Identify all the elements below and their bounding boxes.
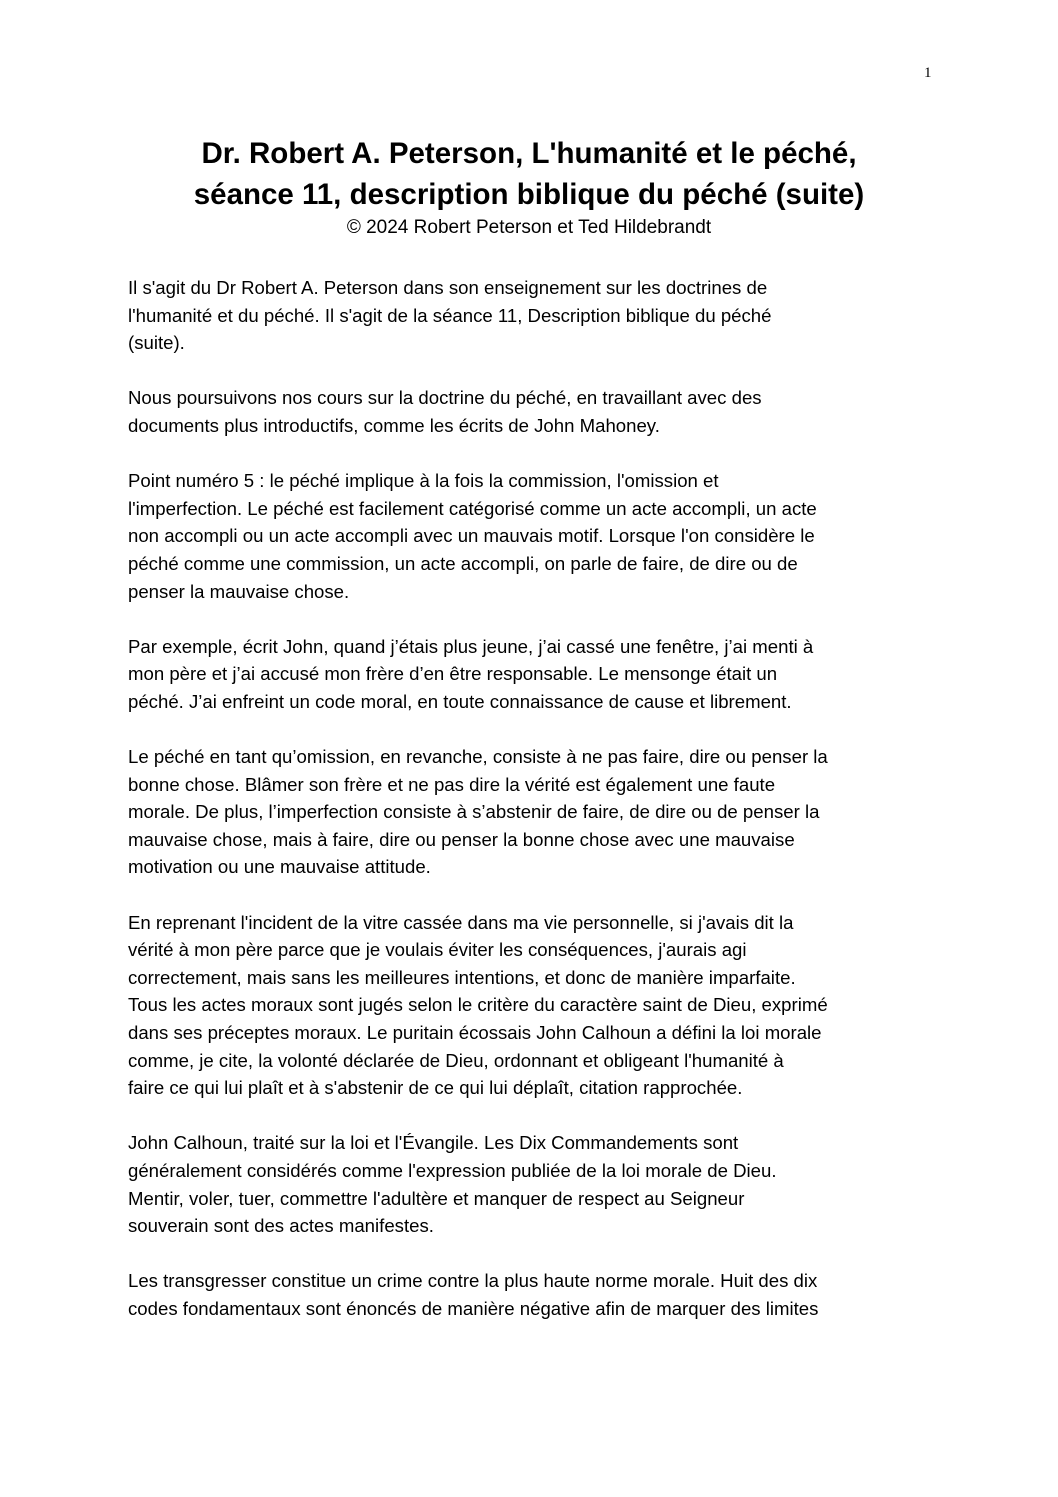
text-line: l'imperfection. Le péché est facilement catégorisé comme un acte accompli, un acte xyxy=(128,497,817,519)
text-line: comme, je cite, la volonté déclarée de Dieu, ordonnant et obligeant l'humanité à xyxy=(128,1049,784,1071)
text-line: penser la mauvaise chose. xyxy=(128,580,350,602)
text-line: documents plus introductifs, comme les écrits de John Mahoney. xyxy=(128,414,660,436)
text-line: généralement considérés comme l'expression publiée de la loi morale de Dieu. xyxy=(128,1160,777,1181)
paragraph-6 xyxy=(128,909,928,1102)
copyright-notice: © 2024 Robert Peterson et Ted Hildebrandt xyxy=(346,217,712,238)
paragraph-3 xyxy=(128,467,928,605)
document-title-block xyxy=(120,133,938,240)
text-line: (suite). xyxy=(128,332,185,354)
title-line-1: Dr. Robert A. Peterson, L'humanité et le péché, xyxy=(201,137,857,170)
text-line: vérité à mon père parce que je voulais éviter les conséquences, j'aurais agi xyxy=(128,939,747,961)
text-line: bonne chose. Blâmer son frère et ne pas dire la vérité est également une faute xyxy=(128,773,776,795)
text-line: péché. J’ai enfreint un code moral, en toute connaissance de cause et librement. xyxy=(128,690,792,712)
text-line: dans ses préceptes moraux. Le puritain écossais John Calhoun a défini la loi morale xyxy=(128,1022,822,1044)
text-line: faire ce qui lui plaît et à s'abstenir de ce qui lui déplaît, citation rapprochée. xyxy=(128,1077,743,1099)
text-line: Mentir, voler, tuer, commettre l'adultère et manquer de respect au Seigneur xyxy=(128,1187,745,1209)
text-line: Tous les actes moraux sont jugés selon le critère du caractère saint de Dieu, exprimé xyxy=(128,994,828,1016)
text-line: Par exemple, écrit John, quand j’étais plus jeune, j’ai cassé une fenêtre, j’ai menti à xyxy=(128,635,814,657)
text-line: non accompli ou un acte accompli avec un mauvais motif. Lorsque l'on considère le xyxy=(128,525,815,547)
text-line: codes fondamentaux sont énoncés de manière négative afin de marquer des limites xyxy=(128,1297,819,1319)
paragraph-1 xyxy=(128,274,928,357)
title-line-2: séance 11, description biblique du péché (suite) xyxy=(193,178,865,211)
text-line: mauvaise chose, mais à faire, dire ou penser la bonne chose avec une mauvaise xyxy=(128,828,795,850)
text-line: correctement, mais sans les meilleures intentions, et donc de manière imparfaite. xyxy=(128,966,796,988)
text-line: souverain sont des actes manifestes. xyxy=(128,1215,434,1237)
paragraph-5 xyxy=(128,743,928,881)
paragraph-4 xyxy=(128,633,928,716)
text-line: morale. De plus, l’imperfection consiste à s’abstenir de faire, de dire ou de penser la xyxy=(128,801,820,823)
text-line: Nous poursuivons nos cours sur la doctrine du péché, en travaillant avec des xyxy=(128,387,762,409)
page-number: 1 xyxy=(924,65,932,81)
text-line: Point numéro 5 : le péché implique à la fois la commission, l'omission et xyxy=(128,470,719,492)
text-line: l'humanité et du péché. Il s'agit de la séance 11, Description biblique du péché xyxy=(128,304,772,326)
text-line: En reprenant l'incident de la vitre cassée dans ma vie personnelle, si j'avais dit la xyxy=(128,911,794,933)
text-line: motivation ou une mauvaise attitude. xyxy=(128,856,431,878)
document-body xyxy=(128,274,928,1350)
paragraph-8 xyxy=(128,1267,928,1322)
paragraph-7 xyxy=(128,1129,928,1239)
text-line: mon père et j’ai accusé mon frère d’en être responsable. Le mensonge était un xyxy=(128,663,778,685)
paragraph-2 xyxy=(128,384,928,439)
text-line: Il s'agit du Dr Robert A. Peterson dans son enseignement sur les doctrines de xyxy=(128,277,768,298)
text-line: Le péché en tant qu’omission, en revanche, consiste à ne pas faire, dire ou penser la xyxy=(128,746,828,768)
text-line: Les transgresser constitue un crime contre la plus haute norme morale. Huit des dix xyxy=(128,1270,818,1292)
text-line: John Calhoun, traité sur la loi et l'Évangile. Les Dix Commandements sont xyxy=(128,1132,739,1154)
text-line: péché comme une commission, un acte accompli, on parle de faire, de dire ou de xyxy=(128,552,798,574)
